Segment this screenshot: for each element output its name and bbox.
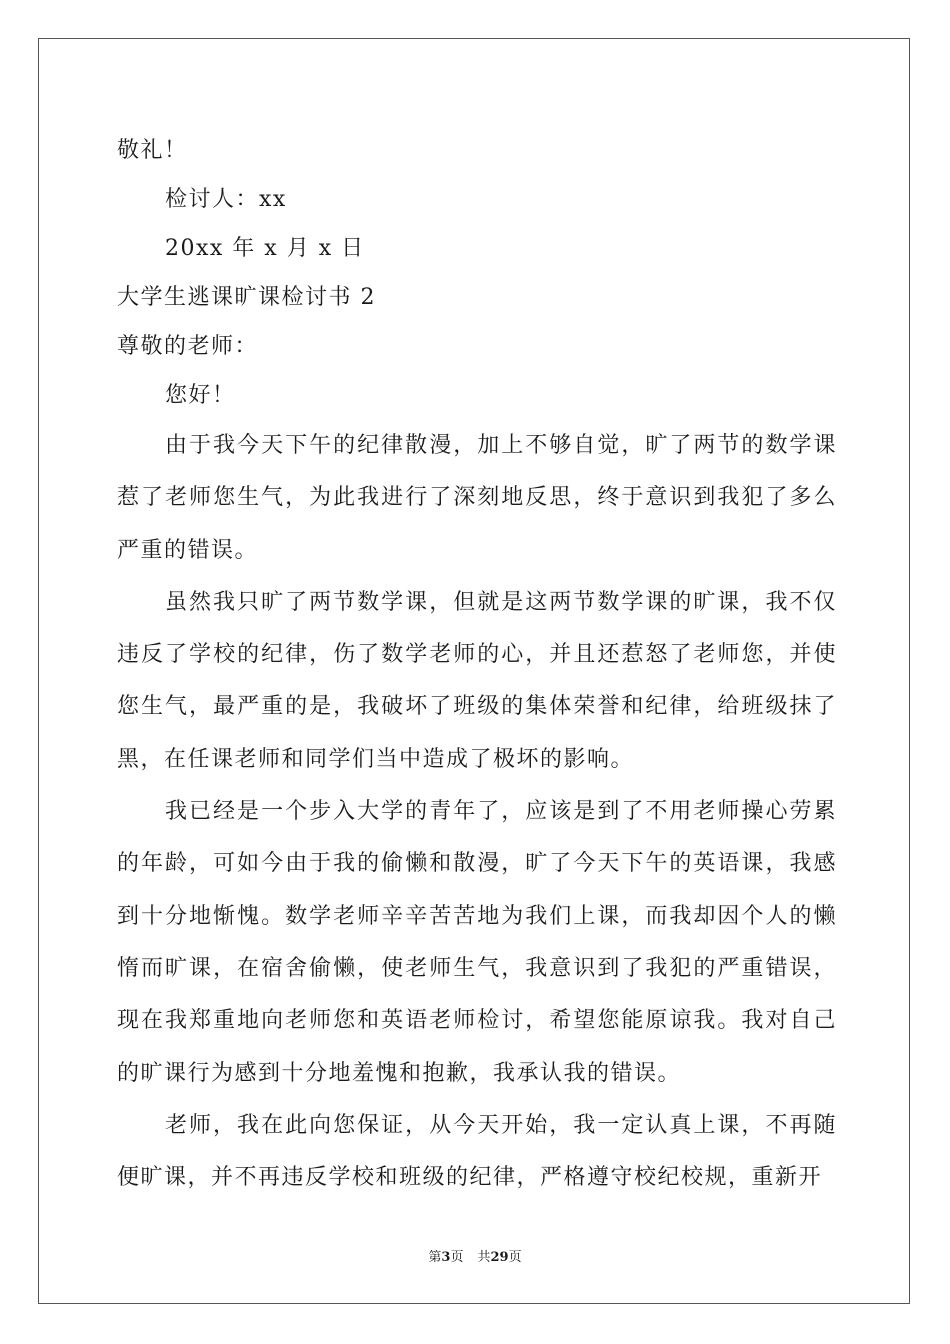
current-page-number: 3 <box>441 1250 451 1265</box>
page-suffix: 页 <box>450 1250 464 1265</box>
body-paragraph: 老师，我在此向您保证，从今天开始，我一定认真上课，不再随便旷课，并不再违反学校和班级的纪律，严格遵守校纪校规，重新开 <box>117 1112 837 1191</box>
document-body <box>117 126 837 1204</box>
total-prefix: 共 <box>477 1250 491 1265</box>
closing-line: 敬礼！ <box>117 138 188 163</box>
total-suffix: 页 <box>508 1250 522 1265</box>
page-prefix: 第 <box>428 1250 442 1265</box>
total-page-number: 29 <box>490 1250 509 1265</box>
page-footer <box>0 1246 950 1265</box>
body-paragraph: 虽然我只旷了两节数学课，但就是这两节数学课的旷课，我不仅违反了学校的纪律，伤了数学老师的心，并且还惹怒了老师您，并使您生气，最严重的是，我破坏了班级的集体荣誉和纪律，给班级抹了黑，在任课老师和同学们当中造成了极坏的影响。 <box>117 589 837 772</box>
greeting-line: 您好！ <box>165 383 236 408</box>
body-paragraph: 我已经是一个步入大学的青年了，应该是到了不用老师操心劳累的年龄，可如今由于我的偷懒和散漫，旷了今天下午的英语课，我感到十分地惭愧。数学老师辛辛苦苦地为我们上课，而我却因个人的懒惰而旷课，在宿舍偷懒，使老师生气，我意识到了我犯的严重错误，现在我郑重地向老师您和英语老师检讨，希望您能原谅我。我对自己的旷课行为感到十分地羞愧和抱歉，我承认我的错误。 <box>117 799 837 1086</box>
body-paragraph: 由于我今天下午的纪律散漫，加上不够自觉，旷了两节的数学课惹了老师您生气，为此我进行了深刻地反思，终于意识到我犯了多么严重的错误。 <box>117 433 837 563</box>
letter-title: 大学生逃课旷课检讨书 2 <box>117 285 376 310</box>
salutation-line: 尊敬的老师： <box>117 334 259 359</box>
signer-line: 检讨人：xx <box>165 187 287 212</box>
date-line: 20xx 年 x 月 x 日 <box>165 236 365 261</box>
